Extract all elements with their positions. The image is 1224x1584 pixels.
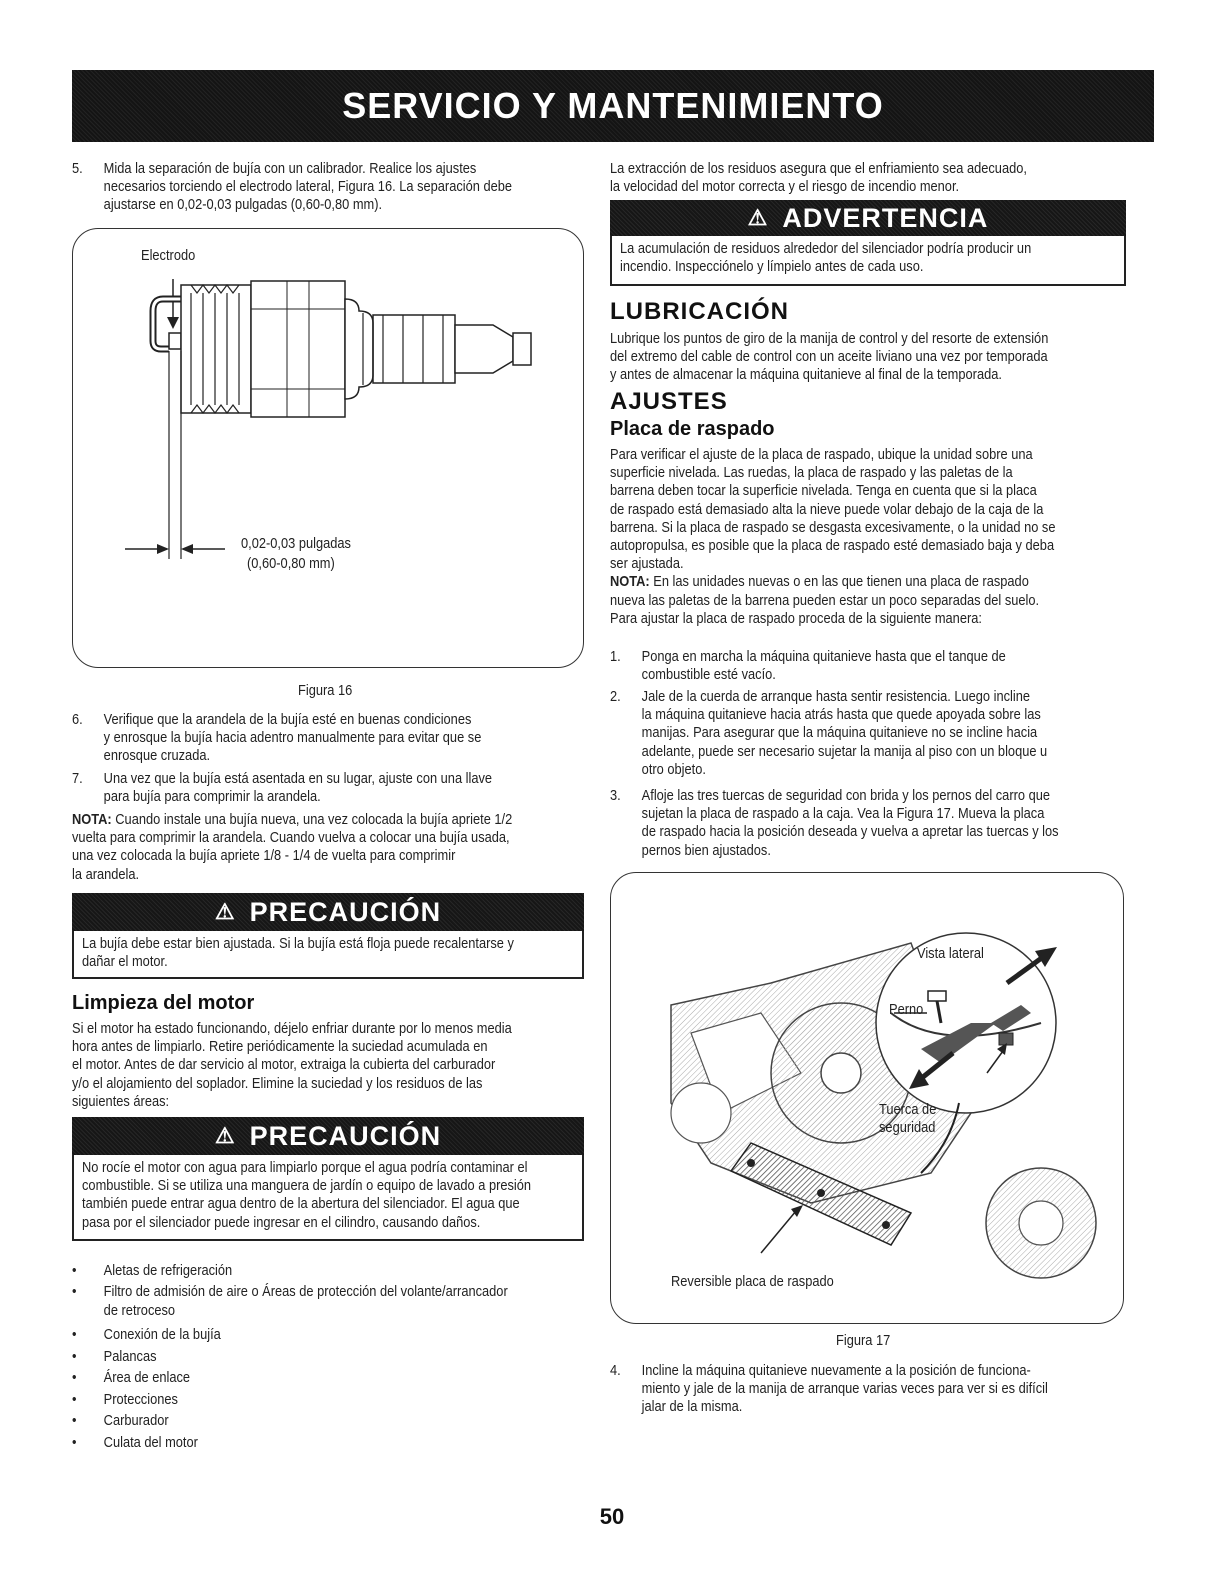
text-line: No rocíe el motor con agua para limpiarlo porque el agua podría contaminar el [82, 1160, 528, 1176]
text-line: Una vez que la bujía está asentada en su lugar, ajuste con una llave [103, 771, 493, 787]
text-line: adelante, puede ser necesario sujetar la manija al piso con un bloque u [641, 743, 1048, 760]
step-number: 2. [610, 689, 621, 705]
scraper-step-3 [610, 787, 1138, 867]
text-line: vuelta para comprimir la arandela. Cuando vuelva a colocar una bujía usada, [72, 830, 510, 847]
step-number: 5. [72, 161, 83, 177]
text-line: Jale de la cuerda de arranque hasta sentir resistencia. Luego incline [641, 689, 1031, 705]
scraper-plate-diagram [611, 873, 1125, 1325]
step-number: 4. [610, 1363, 621, 1379]
label-lock-nut [879, 1101, 936, 1137]
text-line: necesarios torciendo el electrodo lateral, Figura 16. La separación debe [103, 179, 513, 196]
text-line: otro objeto. [641, 761, 706, 778]
text-line: Lubrique los puntos de giro de la manija de control y del resorte de extensión [610, 331, 1049, 347]
text-line: enrosque cruzada. [103, 748, 211, 765]
text-line: Afloje las tres tuercas de seguridad con brida y los pernos del carro que [641, 788, 1051, 804]
label-electrode: Electrodo [141, 248, 196, 264]
scraper-step-4 [610, 1362, 1138, 1422]
text-line: de raspado está demasiado alta la nieve puede volar debajo de la caja de la [610, 501, 1044, 518]
list-item: Conexión de la bujía [103, 1327, 221, 1343]
adjustments-heading: AJUSTES [610, 388, 728, 415]
step-number: 3. [610, 788, 621, 804]
text-line: La bujía debe estar bien ajustada. Si la bujía está floja puede recalentarse y [82, 936, 514, 952]
note-label: NOTA: [610, 574, 650, 591]
scraper-step-1 [610, 648, 1138, 688]
page-title: SERVICIO Y MANTENIMIENTO [342, 85, 884, 126]
text-line: barrena deben tocar la superficie nivelada. Tenga en cuenta que si la placa [610, 483, 1037, 500]
list-bullet: • [72, 1370, 77, 1386]
text-line: la velocidad del motor correcta y el riesgo de incendio menor. [610, 179, 960, 196]
note-label: NOTA: [72, 812, 112, 828]
spark-plug-diagram [73, 229, 585, 669]
label-side-view: Vista lateral [917, 946, 984, 962]
list-bullet: • [72, 1263, 77, 1279]
text-line: siguientes áreas: [72, 1093, 170, 1110]
warning-triangle-icon: ⚠ [747, 205, 769, 230]
lubrication-text [610, 330, 1138, 385]
text-line: también puede entrar agua dentro de la abertura del silenciador. El agua que [82, 1196, 520, 1213]
lubrication-heading: LUBRICACIÓN [610, 298, 789, 325]
label-gap-mm: (0,60-0,80 mm) [247, 556, 335, 572]
step-number: 7. [72, 771, 83, 787]
caution-banner-1 [72, 893, 584, 931]
text-line: La extracción de los residuos asegura que el enfriamiento sea adecuado, [610, 161, 1027, 177]
engine-cleaning-heading: Limpieza del motor [72, 992, 255, 1014]
list-bullet: • [72, 1392, 77, 1408]
caution-box-1 [72, 931, 584, 979]
text-line: ajustarse en 0,02-0,03 pulgadas (0,60-0,80 mm). [103, 197, 383, 214]
text-line: la arandela. [72, 866, 140, 883]
scraper-step-2 [610, 688, 1138, 783]
text-line: Tuerca de [879, 1102, 937, 1118]
caution-title: PRECAUCIÓN [249, 1120, 442, 1151]
list-item: de retroceso [103, 1303, 176, 1319]
text-line: Incline la máquina quitanieve nuevamente a la posición de funciona- [641, 1363, 1031, 1379]
text-line: el motor. Antes de dar servicio al motor, extraiga la cubierta del carburador [72, 1057, 496, 1074]
list-item: Aletas de refrigeración [103, 1263, 233, 1279]
text-line: para bujía para comprimir la arandela. [103, 789, 321, 806]
text-line: autopropulsa, es posible que la placa de raspado esté demasiado baja y deba [610, 538, 1055, 555]
list-bullet: • [72, 1284, 77, 1300]
list-item: Filtro de admisión de aire o Áreas de protección del volante/arrancador [103, 1284, 508, 1300]
caution-box-2 [72, 1155, 584, 1241]
list-bullet: • [72, 1349, 77, 1365]
page-number: 50 [599, 1504, 625, 1529]
text-line: La acumulación de residuos alrededor del silenciador podría producir un [620, 241, 1032, 257]
text-line: manijas. Para asegurar que la máquina quitanieve no se incline hacia [641, 725, 1038, 742]
text-line: y enrosque la bujía hacia adentro manualmente para evitar que se [103, 730, 482, 747]
caution-banner-2 [72, 1117, 584, 1155]
label-bolt: Perno [889, 1002, 924, 1018]
label-gap-inches: 0,02-0,03 pulgadas [241, 536, 351, 552]
text-line: combustible. Si se utiliza una manguera de jardín o equipo de lavado a presión [82, 1178, 532, 1195]
list-bullet: • [72, 1413, 77, 1429]
list-bullet: • [72, 1327, 77, 1343]
header-banner [72, 70, 1154, 142]
text-line: del extremo del cable de control con un aceite liviano una vez por temporada [610, 349, 1048, 366]
step-number: 6. [72, 712, 83, 728]
text-line: sujetan la placa de raspado a la caja. Vea la Figura 17. Mueva la placa [641, 806, 1045, 823]
text-line: de raspado hacia la posición deseada y vuelva a apretar las tuercas y los [641, 824, 1059, 841]
warning-triangle-icon: ⚠ [214, 899, 236, 924]
text-line: Para ajustar la placa de raspado proceda de la siguiente manera: [610, 610, 982, 627]
cleaning-areas-list [72, 1262, 565, 1462]
text-line: hora antes de limpiarlo. Retire periódicamente la suciedad acumulada en [72, 1039, 488, 1056]
warning-banner [610, 200, 1126, 236]
text-line: ser ajustada. [610, 556, 684, 573]
list-item: Área de enlace [103, 1370, 191, 1386]
figure-17 [610, 872, 1124, 1324]
text-line: y antes de almacenar la máquina quitanieve al final de la temporada. [610, 367, 1002, 384]
text-line: incendio. Inspecciónelo y límpielo antes de cada uso. [620, 259, 924, 276]
text-line: Si el motor ha estado funcionando, déjelo enfriar durante por lo menos media [72, 1021, 512, 1037]
text-line: combustible esté vacío. [641, 667, 776, 684]
figure-16 [72, 228, 584, 668]
figure-16-caption: Figura 16 [298, 683, 353, 699]
text-line: Verifique que la arandela de la bujía esté en buenas condiciones [103, 712, 472, 728]
note-spark-plug [72, 811, 591, 884]
text-line: Mida la separación de bujía con un calibrador. Realice los ajustes [103, 161, 477, 177]
text-line: barrena. Si la placa de raspado se desgasta excesivamente, o la unidad no se [610, 519, 1056, 536]
scraper-text [610, 446, 1138, 628]
text-line: Ponga en marcha la máquina quitanieve hasta que el tanque de [641, 649, 1006, 665]
text-line: jalar de la misma. [641, 1399, 743, 1416]
scraper-heading: Placa de raspado [610, 418, 775, 440]
debris-intro [610, 160, 1138, 196]
text-line: Cuando instale una bujía nueva, una vez colocada la bujía apriete 1/2 [111, 812, 513, 828]
text-line: pernos bien ajustados. [641, 842, 771, 859]
text-line: superficie nivelada. Las ruedas, la placa de raspado y las paletas de la [610, 465, 1013, 482]
text-line: la máquina quitanieve hacia atrás hasta que quede apoyada sobre las [641, 707, 1041, 724]
list-bullet: • [72, 1435, 77, 1451]
text-line: pasa por el silenciador puede ingresar en el cilindro, causando daños. [82, 1214, 481, 1231]
list-item: Palancas [103, 1349, 157, 1365]
text-line: una vez colocada la bujía apriete 1/8 - 1/4 de vuelta para comprimir [72, 848, 456, 865]
warning-box [610, 236, 1126, 286]
warning-triangle-icon: ⚠ [214, 1123, 236, 1148]
step-6 [72, 711, 565, 771]
label-scraper-plate: Reversible placa de raspado [671, 1274, 834, 1290]
step-number: 1. [610, 649, 621, 665]
engine-cleaning-text [72, 1020, 587, 1111]
text-line: dañar el motor. [82, 954, 168, 971]
list-item: Protecciones [103, 1392, 178, 1408]
figure-17-caption: Figura 17 [836, 1333, 891, 1349]
text-line: miento y jale de la manija de arranque varias veces para ver si es difícil [641, 1381, 1048, 1398]
text-line: En las unidades nuevas o en las que tienen una placa de raspado [649, 574, 1029, 591]
warning-title: ADVERTENCIA [782, 202, 989, 233]
text-line: Para verificar el ajuste de la placa de raspado, ubique la unidad sobre una [610, 447, 1033, 463]
caution-title: PRECAUCIÓN [249, 896, 442, 927]
text-line: nueva las paletas de la barrena pueden estar un poco separadas del suelo. [610, 592, 1040, 609]
list-item: Culata del motor [103, 1435, 198, 1451]
text-line: y/o el alojamiento del soplador. Elimine la suciedad y los residuos de las [72, 1075, 483, 1092]
step-7 [72, 770, 565, 810]
list-item: Carburador [103, 1413, 169, 1429]
text-line: seguridad [879, 1120, 936, 1137]
